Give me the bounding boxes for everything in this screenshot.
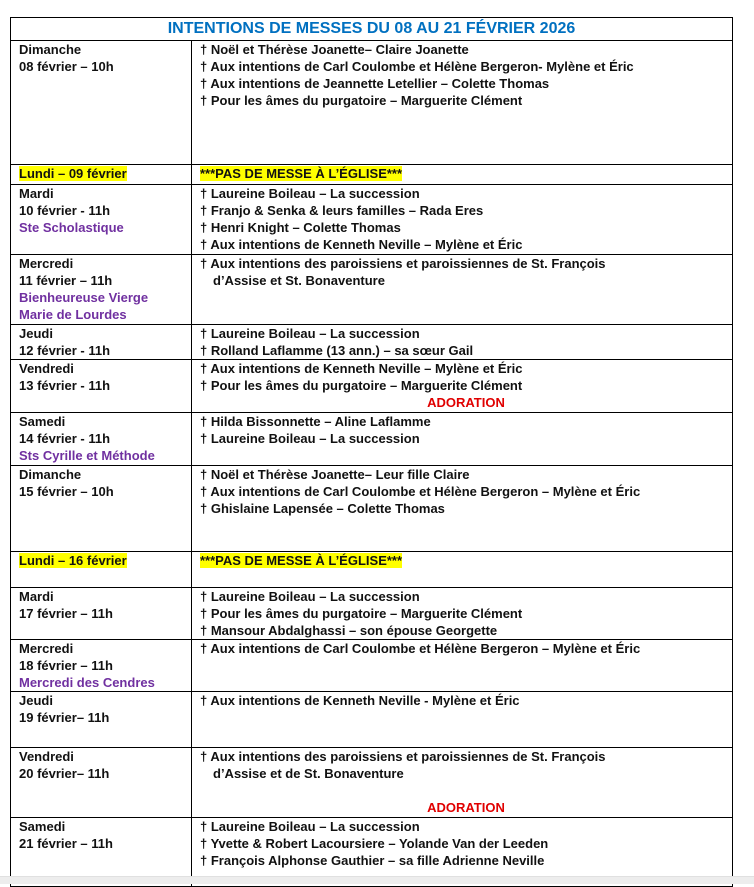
intention: † Laureine Boileau – La succession xyxy=(200,326,420,341)
feast-name: Bienheureuse Vierge xyxy=(19,290,149,305)
day-cell xyxy=(11,360,192,413)
day-date: 14 février - 11h xyxy=(19,431,111,446)
intentions-cell xyxy=(192,185,733,255)
intention: † Hilda Bissonnette – Aline Laflamme xyxy=(200,414,431,429)
intention: † Aux intentions des paroissiens et paroissiennes de St. François xyxy=(200,256,606,271)
day-cell xyxy=(11,640,192,692)
day-cell xyxy=(11,255,192,325)
day-name: Jeudi xyxy=(19,326,53,341)
title-row xyxy=(11,18,733,41)
day-cell xyxy=(11,325,192,360)
intention: † Laureine Boileau – La succession xyxy=(200,431,420,446)
table-row xyxy=(11,360,733,413)
intentions-cell xyxy=(192,640,733,692)
feast-name: Marie de Lourdes xyxy=(19,307,127,322)
intention: † Pour les âmes du purgatoire – Marguerite Clément xyxy=(200,606,523,621)
day-name: Jeudi xyxy=(19,693,53,708)
day-name: Mardi xyxy=(19,589,54,604)
intention: † Yvette & Robert Lacoursiere – Yolande Van der Leeden xyxy=(200,836,549,851)
day-date: 17 février – 11h xyxy=(19,606,113,621)
day-name: Mercredi xyxy=(19,641,74,656)
intention: † Aux intentions des paroissiens et paroissiennes de St. François xyxy=(200,749,606,764)
adoration-label: ADORATION xyxy=(427,395,505,410)
day-name: Dimanche xyxy=(19,467,82,482)
day-name: Samedi xyxy=(19,819,66,834)
table-row xyxy=(11,588,733,640)
table-row xyxy=(11,748,733,818)
feast-name: Ste Scholastique xyxy=(19,220,124,235)
intention: † Pour les âmes du purgatoire – Marguerite Clément xyxy=(200,378,523,393)
intentions-cell xyxy=(192,588,733,640)
intentions-cell xyxy=(192,466,733,552)
day-cell xyxy=(11,41,192,165)
intention: † Mansour Abdalghassi – son épouse Georgette xyxy=(200,623,498,638)
intentions-cell xyxy=(192,41,733,165)
intentions-cell xyxy=(192,165,733,185)
intention: † Aux intentions de Kenneth Neville – Mylène et Éric xyxy=(200,237,523,252)
day-date: 18 février – 11h xyxy=(19,658,113,673)
day-cell xyxy=(11,748,192,818)
table-row xyxy=(11,413,733,466)
table-row xyxy=(11,325,733,360)
intentions-cell xyxy=(192,748,733,818)
intention: † Aux intentions de Carl Coulombe et Hélène Bergeron- Mylène et Éric xyxy=(200,59,634,74)
intention: † Ghislaine Lapensée – Colette Thomas xyxy=(200,501,445,516)
table-row xyxy=(11,41,733,165)
intention: † Henri Knight – Colette Thomas xyxy=(200,220,401,235)
day-name: Vendredi xyxy=(19,749,74,764)
day-date: 08 février – 10h xyxy=(19,59,114,74)
day-name-highlighted: Lundi – 09 février xyxy=(19,166,127,181)
intentions-cell xyxy=(192,413,733,466)
intention: † Aux intentions de Carl Coulombe et Hélène Bergeron – Mylène et Éric xyxy=(200,641,641,656)
day-name: Mardi xyxy=(19,186,54,201)
table-row xyxy=(11,185,733,255)
feast-name: Mercredi des Cendres xyxy=(19,675,155,690)
intention: † Aux intentions de Kenneth Neville - Mylène et Éric xyxy=(200,693,520,708)
no-mass-notice: ***PAS DE MESSE À L’ÉGLISE*** xyxy=(200,166,403,181)
day-cell xyxy=(11,466,192,552)
intention: † Pour les âmes du purgatoire – Marguerite Clément xyxy=(200,93,523,108)
intentions-cell xyxy=(192,692,733,748)
day-cell xyxy=(11,165,192,185)
day-cell xyxy=(11,413,192,466)
intention-continuation: d’Assise et de St. Bonaventure xyxy=(213,766,404,781)
intentions-cell xyxy=(192,360,733,413)
intentions-table xyxy=(10,17,733,887)
table-row xyxy=(11,640,733,692)
day-name: Vendredi xyxy=(19,361,74,376)
adoration-label: ADORATION xyxy=(427,800,505,815)
intention: † Rolland Laflamme (13 ann.) – sa sœur Gail xyxy=(200,343,474,358)
intention: † François Alphonse Gauthier – sa fille Adrienne Neville xyxy=(200,853,545,868)
day-cell xyxy=(11,588,192,640)
day-date: 10 février - 11h xyxy=(19,203,111,218)
day-name: Dimanche xyxy=(19,42,82,57)
day-date: 21 février – 11h xyxy=(19,836,113,851)
intention: † Noël et Thérèse Joanette– Claire Joanette xyxy=(200,42,469,57)
intention: † Noël et Thérèse Joanette– Leur fille Claire xyxy=(200,467,470,482)
day-name: Mercredi xyxy=(19,256,74,271)
intention: † Laureine Boileau – La succession xyxy=(200,589,420,604)
day-name-highlighted: Lundi – 16 février xyxy=(19,553,127,568)
intention: † Aux intentions de Jeannette Letellier – Colette Thomas xyxy=(200,76,550,91)
document-title: INTENTIONS DE MESSES DU 08 AU 21 FÉVRIER 2026 xyxy=(11,18,733,41)
day-date: 13 février - 11h xyxy=(19,378,111,393)
spacer xyxy=(200,782,732,799)
intention: † Aux intentions de Carl Coulombe et Hélène Bergeron – Mylène et Éric xyxy=(200,484,641,499)
day-cell xyxy=(11,692,192,748)
intentions-cell xyxy=(192,325,733,360)
mass-intentions-document xyxy=(10,17,732,887)
table-row xyxy=(11,255,733,325)
intention-continuation: d’Assise et St. Bonaventure xyxy=(213,273,385,288)
intention: † Laureine Boileau – La succession xyxy=(200,186,420,201)
table-row xyxy=(11,692,733,748)
intention: † Aux intentions de Kenneth Neville – Mylène et Éric xyxy=(200,361,523,376)
intentions-cell xyxy=(192,552,733,588)
intention: † Laureine Boileau – La succession xyxy=(200,819,420,834)
day-cell xyxy=(11,552,192,588)
day-cell xyxy=(11,185,192,255)
day-name: Samedi xyxy=(19,414,66,429)
day-date: 19 février– 11h xyxy=(19,710,110,725)
day-date: 15 février – 10h xyxy=(19,484,114,499)
feast-name: Sts Cyrille et Méthode xyxy=(19,448,155,463)
intentions-cell xyxy=(192,255,733,325)
table-row xyxy=(11,165,733,185)
table-row xyxy=(11,552,733,588)
table-row xyxy=(11,466,733,552)
intention: † Franjo & Senka & leurs familles – Rada Eres xyxy=(200,203,484,218)
day-date: 12 février - 11h xyxy=(19,343,111,358)
day-date: 20 février– 11h xyxy=(19,766,110,781)
day-date: 11 février – 11h xyxy=(19,273,113,288)
no-mass-notice: ***PAS DE MESSE À L’ÉGLISE*** xyxy=(200,553,403,568)
